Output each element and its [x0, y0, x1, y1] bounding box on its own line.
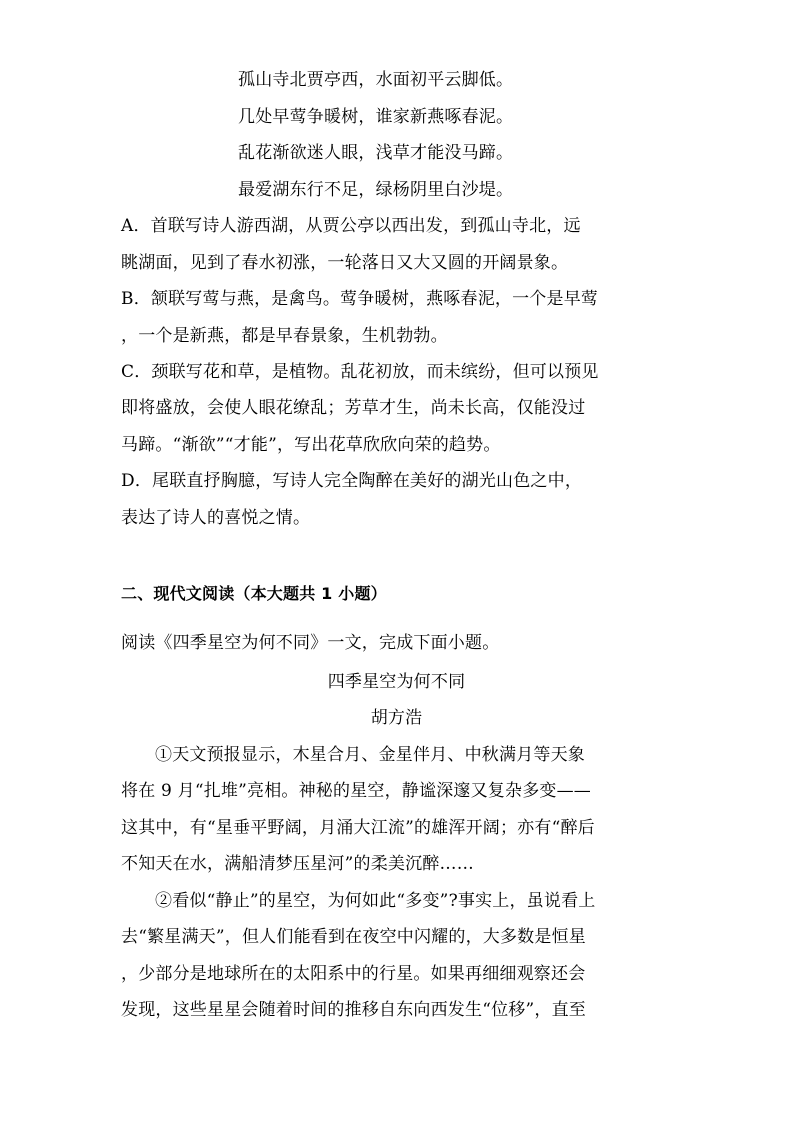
- poem-line-3: 乱花渐欲迷人眼，浅草才能没马蹄。: [238, 143, 514, 163]
- paragraph-1-line-2: 将在 9 月“扎堆”亮相。神秘的星空，静谧深邃又复杂多变——: [121, 781, 592, 801]
- option-c-line-3: 马蹄。“渐欲”“才能”，写出花草欣欣向荣的趋势。: [121, 435, 501, 455]
- paragraph-2-line-1: ②看似“静止”的星空，为何如此“多变”?事实上，虽说看上: [155, 891, 596, 911]
- poem-line-4: 最爱湖东行不足，绿杨阴里白沙堤。: [238, 180, 514, 200]
- option-d-line-2: 表达了诗人的喜悦之情。: [121, 508, 311, 528]
- article-author: 胡方浩: [370, 708, 423, 728]
- option-a-line-2: 眺湖面，见到了春水初涨，一轮落日又大又圆的开阔景象。: [121, 253, 569, 273]
- option-c-line-2: 即将盛放，会使人眼花缭乱；芳草才生，尚未长高，仅能没过: [121, 398, 586, 418]
- article-title: 四季星空为何不同: [327, 672, 466, 692]
- paragraph-2-line-3: ，少部分是地球所在的太阳系中的行星。如果再细细观察还会: [121, 964, 586, 984]
- poem-line-1: 孤山寺北贾亭西，水面初平云脚低。: [238, 70, 514, 90]
- reading-instruction: 阅读《四季星空为何不同》一文，完成下面小题。: [121, 633, 500, 653]
- paragraph-1-line-1: ①天文预报显示，木星合月、金星伴月、中秋满月等天象: [155, 745, 585, 765]
- poem-line-2: 几处早莺争暖树，谁家新燕啄春泥。: [238, 107, 514, 127]
- paragraph-2-line-2: 去“繁星满天”，但人们能看到在夜空中闪耀的，大多数是恒星: [121, 927, 586, 947]
- paragraph-2-line-4: 发现，这些星星会随着时间的推移自东向西发生“位移”，直至: [121, 1000, 586, 1020]
- paragraph-1-line-4: 不知天在水，满船清梦压星河”的柔美沉醉……: [121, 854, 474, 874]
- option-b-line-1: B．颔联写莺与燕，是禽鸟。莺争暖树，燕啄春泥，一个是早莺: [121, 289, 599, 309]
- paragraph-1-line-3: 这其中，有“星垂平野阔，月涌大江流”的雄浑开阔；亦有“醉后: [121, 818, 595, 838]
- option-c-line-1: C．颈联写花和草，是植物。乱花初放，而未缤纷，但可以预见: [121, 362, 599, 382]
- section-heading: 二、现代文阅读（本大题共 1 小题）: [121, 584, 387, 603]
- option-d-line-1: D．尾联直抒胸臆，写诗人完全陶醉在美好的湖光山色之中，: [121, 471, 583, 491]
- option-a-line-1: A．首联写诗人游西湖，从贾公亭以西出发，到孤山寺北，远: [121, 216, 581, 236]
- option-b-line-2: ，一个是新燕，都是早春景象，生机勃勃。: [121, 326, 448, 346]
